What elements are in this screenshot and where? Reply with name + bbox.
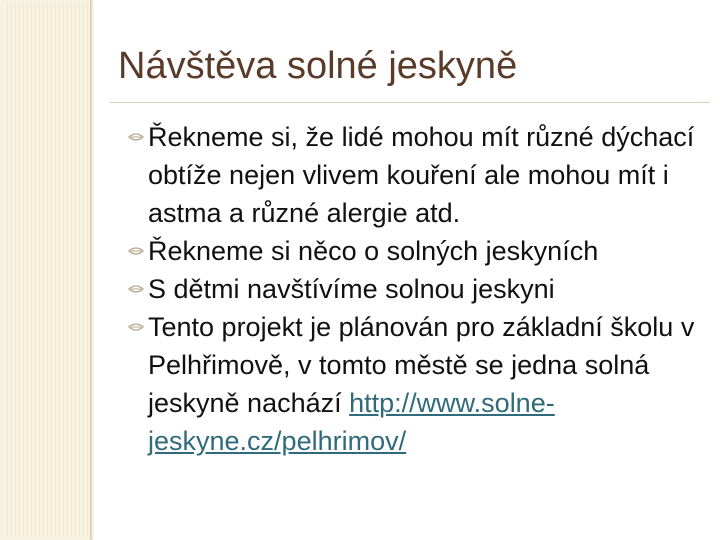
bullet-text: Tento projekt je plánován pro základní školu v Pelhřimově, v tomto městě se jedna solná jeskyně nachází [148, 312, 695, 418]
bullet-text: S dětmi navštívíme solnou jeskyni [148, 274, 555, 304]
slide-title: Návštěva solné jeskyně [118, 45, 518, 87]
bullet-text: Řekneme si, že lidé mohou mít různé dýchací obtíže nejen vlivem kouření ale mohou mít i astma a různé alergie atd. [148, 122, 695, 228]
side-band-stripes [4, 4, 91, 536]
leaf-icon [128, 322, 144, 332]
leaf-icon [128, 132, 144, 142]
bullet-item [128, 232, 708, 270]
external-link[interactable]: http://www.solne-jeskyne.cz/pelhrimov/ [148, 388, 555, 456]
bullet-item [128, 308, 708, 460]
title-divider [110, 102, 710, 103]
bullet-list [128, 118, 708, 460]
bullet-item [128, 270, 708, 308]
leaf-icon [128, 284, 144, 294]
leaf-icon [128, 246, 144, 256]
side-band-shadow [90, 0, 94, 540]
bullet-item [128, 118, 708, 232]
bullet-text: Řekneme si něco o solných jeskyních [148, 236, 599, 266]
decorative-side-band [0, 0, 90, 540]
